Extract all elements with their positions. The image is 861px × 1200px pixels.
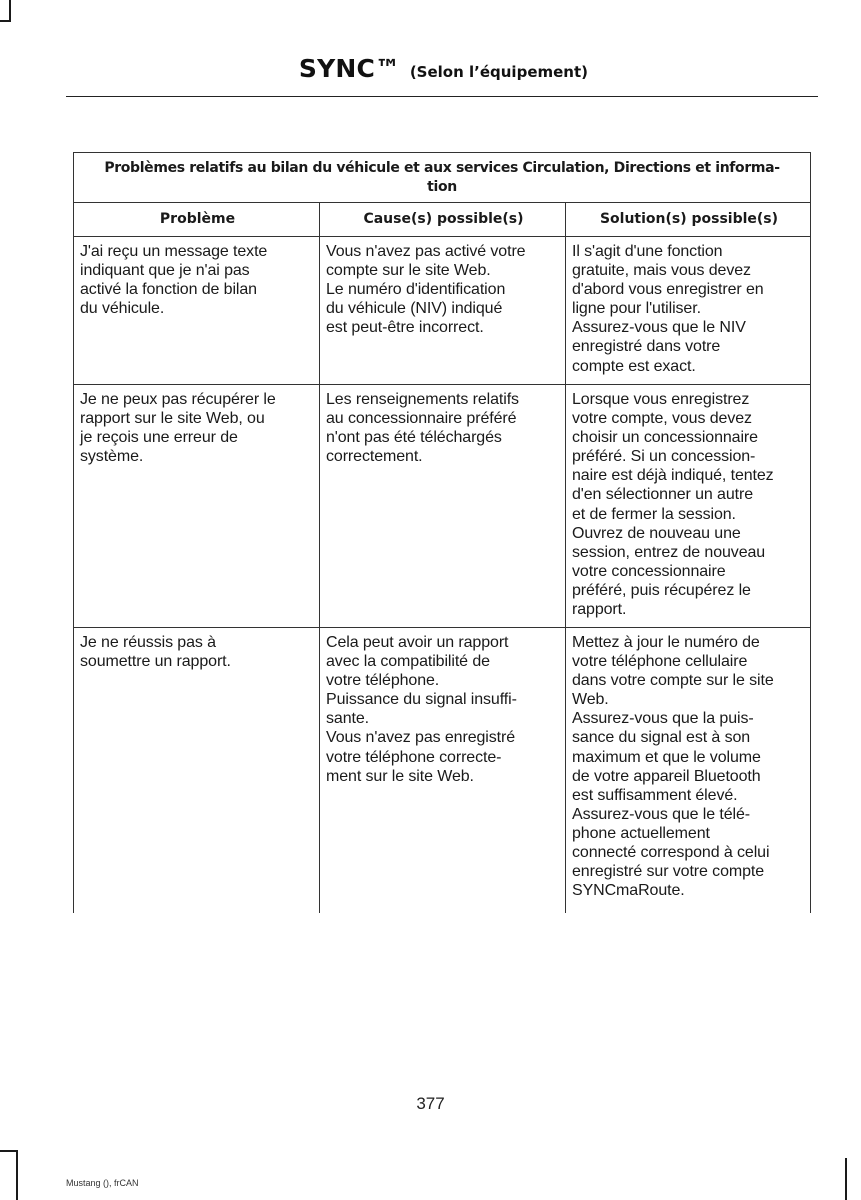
table-row [73,237,811,385]
solution-cell: Il s'agit d'une fonction gratuite, mais vous devez d'abord vous enregistrer en ligne pour l'utiliser. Assurez-vous que le NIV enregistré dans votre compte est exact. [565,237,811,385]
problem-cell: Je ne réussis pas à soumettre un rapport. [73,628,319,913]
crop-mark-bottom-left [16,1150,18,1200]
crop-mark-top-left [9,0,11,22]
problem-cell: J'ai reçu un message texte indiquant que je n'ai pas activé la fonction de bilan du véhicule. [73,237,319,385]
crop-mark-bottom-right [845,1158,847,1200]
column-header-causes: Cause(s) possible(s) [319,203,565,237]
cause-cell: Cela peut avoir un rapport avec la compatibilité de votre téléphone. Puissance du signal insuffi- sante. Vous n'avez pas enregistré votre téléphone correcte- ment sur le site Web. [319,628,565,913]
problem-cell: Je ne peux pas récupérer le rapport sur le site Web, ou je reçois une erreur de système. [73,385,319,628]
table-caption: Problèmes relatifs au bilan du véhicule et aux services Circulation, Directions et informa- tion [73,153,811,203]
column-header-probleme: Problème [73,203,319,237]
solution-cell: Mettez à jour le numéro de votre téléphone cellulaire dans votre compte sur le site Web. Assurez-vous que la puis- sance du signal est à son maximum et que le volume de votre appareil Bluetooth est suffisamment élevé. Assurez-vous que le télé- phone actuellement connecté correspond à celui enregistré sur votre compte SYNCmaRoute. [565,628,811,913]
solution-cell: Lorsque vous enregistrez votre compte, vous devez choisir un concessionnaire préféré. Si un concession- naire est déjà indiqué, tentez d'en sélectionner un autre et de fermer la session. Ouvrez de nouveau une session, entrez de nouveau votre concessionnaire préféré, puis récupérez le rapport. [565,385,811,628]
table-row [73,385,811,628]
crop-mark-bottom-left-h [0,1150,18,1152]
column-header-solutions: Solution(s) possible(s) [565,203,811,237]
table-header-row [73,203,811,237]
header-rule [66,96,818,97]
troubleshooting-table [73,152,811,913]
page-header [299,54,588,83]
page-number: 377 [416,1094,445,1113]
footer-text: Mustang (), frCAN [66,1178,139,1188]
crop-mark-top-left-h [0,20,11,22]
header-subtitle: (Selon l’équipement) [409,63,588,81]
header-title: SYNC™ [298,54,401,83]
cause-cell: Vous n'avez pas activé votre compte sur le site Web. Le numéro d'identification du véhicule (NIV) indiqué est peut-être incorrect. [319,237,565,385]
table-row [73,628,811,913]
cause-cell: Les renseignements relatifs au concessionnaire préféré n'ont pas été téléchargés correctement. [319,385,565,628]
